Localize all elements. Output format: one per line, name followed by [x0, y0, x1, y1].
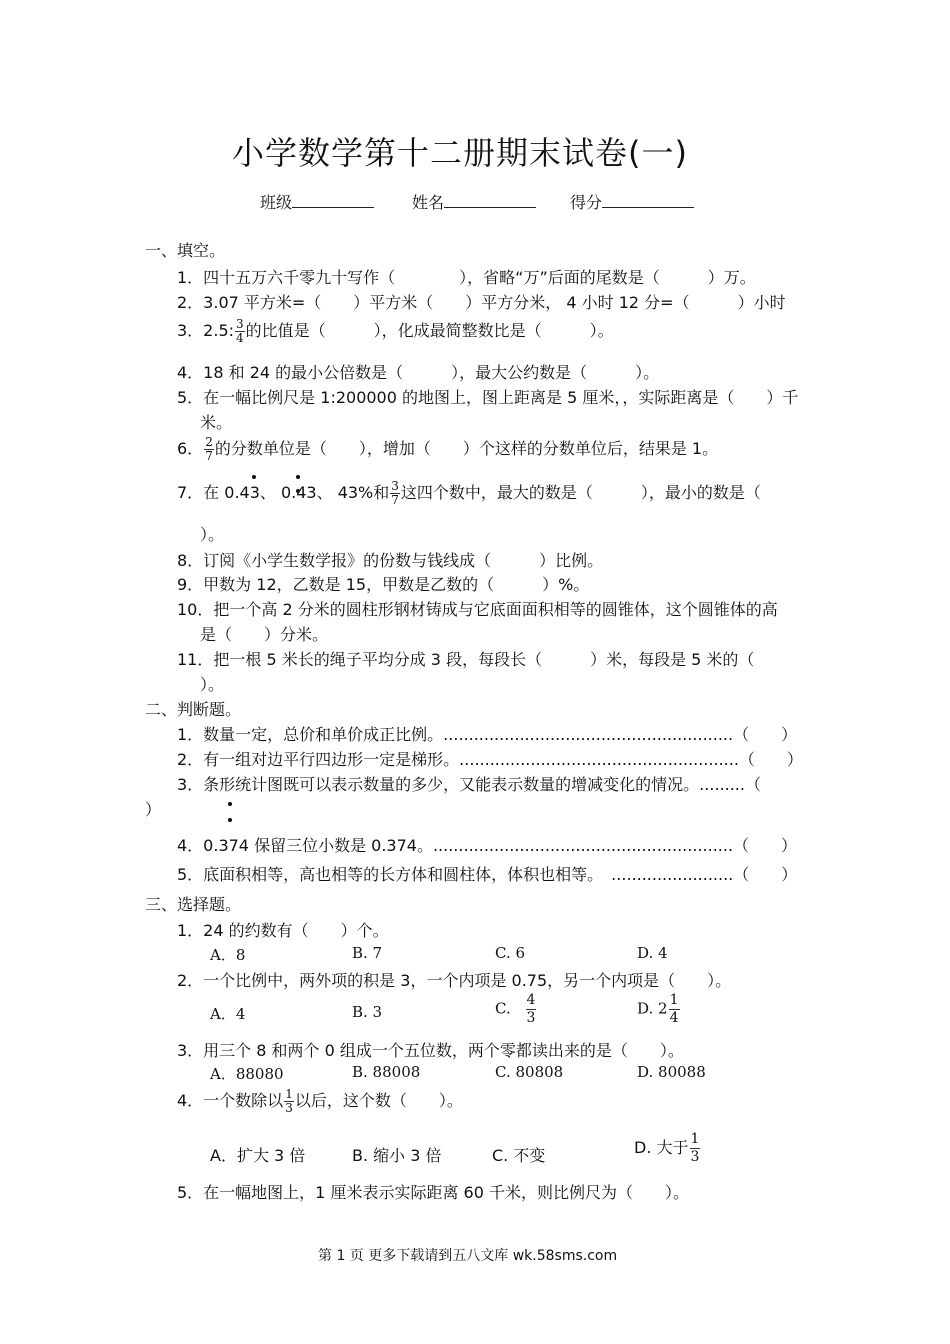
- q3-suffix: 的比值是（ ），化成最简整数比是（ ）。: [245, 321, 614, 340]
- q6-fraction-num: 2: [205, 435, 213, 449]
- choice-q1-option-b: B. 7: [352, 944, 383, 962]
- fill-question-4: 4．18 和 24 的最小公倍数是（ ），最大公约数是（ ）。: [177, 363, 660, 382]
- q3-fraction: [235, 318, 245, 345]
- fill-question-10a: 10．把一个高 2 分米的圆柱形钢材铸成与它底面面积相等的圆锥体，这个圆锥体的高: [177, 600, 778, 619]
- q6-fraction-den: 7: [205, 449, 213, 463]
- choice-q3-option-d: D. 80088: [637, 1063, 706, 1081]
- decorative-dot: [228, 818, 232, 822]
- q2-d-num: 1: [669, 992, 679, 1008]
- score-label: 得分: [570, 193, 603, 212]
- q4-d-num: 1: [690, 1131, 700, 1147]
- name-blank: [444, 191, 536, 208]
- q2-c-fraction: [526, 992, 537, 1027]
- fill-question-1: 1．四十五万六千零九十写作（ ），省略“万”后面的尾数是（ ）万。: [177, 268, 756, 287]
- class-label: 班级: [260, 193, 293, 212]
- score-field: [570, 190, 694, 213]
- q7-prefix: 7．在 0.43、 0.43、 43%和: [177, 483, 390, 502]
- q4-fraction-den: 3: [285, 1101, 293, 1115]
- q4-d-label: D. 大于: [634, 1138, 689, 1157]
- judge-question-5: 5．底面积相等，高也相等的长方体和圆柱体，体积也相等。 ........................（ ）: [177, 865, 798, 884]
- fill-question-3: [177, 318, 614, 345]
- repeating-decimal-dot: [296, 475, 300, 479]
- choice-q4-option-d: [634, 1131, 701, 1166]
- q7-fraction: [390, 480, 400, 507]
- q2-c-label: C.: [495, 999, 511, 1018]
- repeating-decimal-dot: [252, 475, 256, 479]
- q6-suffix: 的分数单位是（ ），增加（ ）个这样的分数单位后，结果是 1。: [214, 439, 719, 458]
- section-choice-heading: 三、选择题。: [145, 895, 242, 914]
- choice-question-1: 1．24 的约数有（ ）个。: [177, 921, 389, 940]
- decorative-dot: [228, 802, 232, 806]
- q2-c-num: 4: [526, 992, 536, 1008]
- q3-fraction-num: 3: [236, 317, 244, 331]
- q7-suffix: 这四个数中，最大的数是（ ），最小的数是（: [400, 483, 761, 502]
- section-judge-heading: 二、判断题。: [145, 700, 242, 719]
- q7-fraction-den: 7: [391, 493, 399, 507]
- choice-q4-option-c: C. 不变: [492, 1146, 546, 1165]
- fill-question-5b: 米。: [200, 413, 233, 432]
- q4-d-fraction: [690, 1131, 701, 1166]
- choice-q2-option-a: A．4: [210, 1005, 246, 1023]
- fill-question-5a: 5．在一幅比例尺是 1:200000 的地图上，图上距离是 5 厘米，，实际距离是（ ）千: [177, 388, 799, 407]
- fill-question-11b: ）。: [200, 675, 225, 694]
- fill-question-10b: 是（ ）分米。: [200, 625, 329, 644]
- choice-q1-option-d: D. 4: [637, 944, 668, 962]
- q4-fraction-num: 1: [285, 1087, 293, 1101]
- section-fill-heading: 一、填空。: [145, 241, 226, 260]
- q2-c-den: 3: [526, 1010, 536, 1026]
- name-field: [412, 190, 536, 213]
- q6-fraction: [204, 436, 214, 463]
- page-footer: 第 1 页 更多下载请到五八文库 wk.58sms.com: [318, 1248, 618, 1264]
- choice-q4-option-a: A．扩大 3 倍: [210, 1146, 306, 1165]
- q2-d-label: D. 2: [637, 999, 668, 1018]
- choice-q3-option-a: A．88080: [210, 1065, 284, 1083]
- q3-fraction-den: 4: [236, 331, 244, 345]
- q4-fraction: [284, 1088, 294, 1115]
- choice-q1-option-c: C. 6: [495, 944, 526, 962]
- class-field: [260, 190, 374, 213]
- q4-suffix: 以后，这个数（ ）。: [294, 1091, 463, 1110]
- fill-question-8: 8．订阅《小学生数学报》的份数与钱线成（ ）比例。: [177, 551, 604, 570]
- q2-d-den: 4: [669, 1010, 679, 1026]
- fill-question-7b: ）。: [200, 525, 225, 544]
- judge-question-3a: 3．条形统计图既可以表示数量的多少，又能表示数量的增减变化的情况。.........（: [177, 775, 761, 794]
- choice-q1-option-a: A．8: [210, 946, 246, 964]
- q2-d-fraction: [669, 992, 680, 1027]
- choice-question-2: 2．一个比例中，两外项的积是 3，一个内项是 0.75，另一个内项是（ ）。: [177, 971, 732, 990]
- choice-q3-option-c: C. 80808: [495, 1063, 564, 1081]
- page-title: 小学数学第十二册期末试卷(一): [232, 134, 688, 172]
- score-blank: [602, 191, 694, 208]
- choice-question-5: 5．在一幅地图上，1 厘米表示实际距离 60 千米，则比例尺为（ ）。: [177, 1183, 689, 1202]
- name-label: 姓名: [412, 193, 445, 212]
- choice-question-3: 3．用三个 8 和两个 0 组成一个五位数，两个零都读出来的是（ ）。: [177, 1041, 684, 1060]
- judge-question-1: 1．数量一定，总价和单价成正比例。.........................................................（ ）: [177, 725, 798, 744]
- fill-question-9: 9．甲数为 12，乙数是 15，甲数是乙数的（ ）%。: [177, 575, 590, 594]
- choice-question-4: [177, 1088, 463, 1115]
- q6-prefix: 6．: [177, 439, 204, 458]
- q4-d-den: 3: [690, 1149, 700, 1165]
- judge-question-2: 2．有一组对边平行四边形一定是梯形。.......................................................（ ）: [177, 750, 803, 769]
- q4-prefix: 4．一个数除以: [177, 1091, 284, 1110]
- choice-q2-option-d: [637, 992, 681, 1027]
- fill-question-7: [177, 480, 761, 507]
- q3-prefix: 3．2.5:: [177, 321, 235, 340]
- choice-q4-option-b: B. 缩小 3 倍: [352, 1146, 442, 1165]
- fill-question-11a: 11．把一根 5 米长的绳子平均分成 3 段，每段长（ ）米，每段是 5 米的（: [177, 650, 755, 669]
- choice-q2-option-b: B. 3: [352, 1003, 383, 1021]
- choice-q3-option-b: B. 88008: [352, 1063, 421, 1081]
- choice-q2-option-c: [495, 992, 537, 1027]
- q7-fraction-num: 3: [391, 479, 399, 493]
- fill-question-6: [177, 436, 718, 463]
- fill-question-2: 2．3.07 平方米=（ ）平方米（ ）平方分米， 4 小时 12 分=（ ）小时: [177, 293, 786, 312]
- judge-question-3b: ）: [145, 800, 162, 819]
- judge-question-4: 4．0.374 保留三位小数是 0.374。...........................................................（ ）: [177, 836, 798, 855]
- class-blank: [292, 191, 374, 208]
